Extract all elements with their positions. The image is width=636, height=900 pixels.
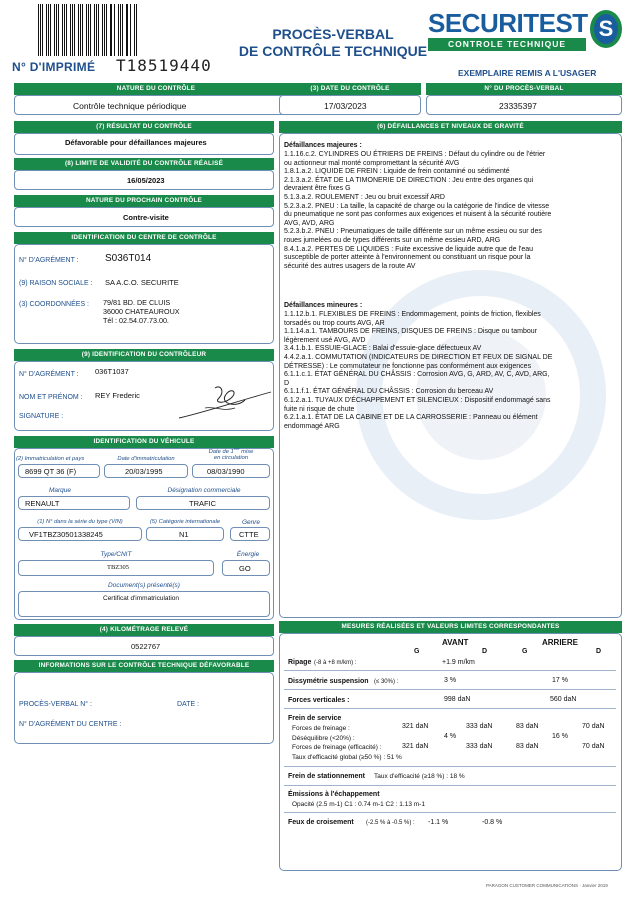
taux-global: Taux d'efficacité global (≥50 %) : 51 %: [292, 754, 402, 761]
desequilibre-avant: 4 %: [444, 733, 457, 740]
designation-box: [136, 496, 270, 510]
info-agrement-label: N° D'AGRÉMENT DU CENTRE :: [19, 721, 122, 728]
centre-panel: [14, 244, 274, 344]
energie-box: [222, 560, 270, 576]
limite-box: [14, 170, 274, 190]
immat-box: [18, 464, 100, 478]
dissymetrie-arriere: 17 %: [552, 677, 568, 684]
barcode-bar: [86, 4, 87, 56]
frein-service-label: Frein de service: [288, 715, 342, 722]
barcode-bar: [66, 4, 67, 56]
genre-label: Genre: [241, 519, 261, 526]
stationnement-value: Taux d'efficacité (≥18 %) : 18 %: [374, 773, 465, 780]
coordonnees-label: (3) COORDONNÉES :: [19, 301, 90, 308]
divider: [284, 689, 616, 690]
premiere-circulation-value: 08/03/1990: [207, 467, 245, 476]
defect-line: 6.2.1.a.1. ÉTAT DE LA CABINE ET DE LA CARROSSERIE : Panneau ou élément: [284, 414, 538, 422]
divider: [284, 708, 616, 709]
categorie-label: (5) Catégorie internationale: [149, 519, 221, 525]
nom-prenom-label: NOM ET PRÉNOM :: [19, 394, 83, 401]
kilometrage-box: [14, 636, 274, 656]
barcode-bar: [54, 4, 55, 56]
date-immat-value: 20/03/1995: [125, 467, 163, 476]
coordonnees-value: [103, 298, 180, 325]
raison-sociale-value: SA A.C.O. SECURITE: [105, 278, 179, 287]
title-line-2: DE CONTRÔLE TECHNIQUE: [238, 43, 428, 59]
premiere-label-part-a: Date de 1: [208, 448, 234, 455]
exemplaire-label: EXEMPLAIRE REMIS A L'USAGER: [458, 68, 597, 78]
ff-avant-d: 333 daN: [466, 723, 493, 730]
divider: [284, 766, 616, 767]
ffe-arriere-d: 70 daN: [582, 743, 605, 750]
barcode-bar: [46, 4, 47, 56]
logo-sub-text: CONTROLE TECHNIQUE: [428, 38, 586, 51]
resultat-header: (7) RÉSULTAT DU CONTRÔLE: [14, 121, 274, 133]
date-immat-label: Date d'immatriculation: [117, 456, 175, 462]
centre-agrement-value: S036T014: [105, 253, 152, 264]
designation-value: TRAFIC: [189, 499, 217, 508]
forces-verticales-arriere: 560 daN: [550, 696, 577, 703]
dissymetrie-limit: (≤ 30%) :: [374, 679, 399, 685]
centre-header: IDENTIFICATION DU CENTRE DE CONTRÔLE: [14, 232, 274, 244]
barcode-bar: [114, 4, 115, 56]
signature-label: SIGNATURE :: [19, 413, 64, 420]
premiere-circulation-label: [190, 446, 272, 462]
categorie-value: N1: [179, 530, 189, 539]
prochain-box: [14, 207, 274, 227]
vin-box: [18, 527, 142, 541]
arriere-d-label: D: [596, 648, 602, 655]
signature-image: [175, 378, 275, 424]
defect-line: 6.1.1.c.1. ÉTAT GÉNÉRAL DU CHÂSSIS : Corrosion AVG, G, ARD, AV, C, AVD, ARG,: [284, 371, 550, 379]
defect-line: D: [284, 379, 290, 387]
nom-prenom-value: REY Frederic: [95, 391, 140, 400]
barcode-bar: [50, 4, 51, 56]
defect-line: 4.4.2.a.1. COMMUTATION (INDICATEURS DE DIRECTION ET FEUX DE SIGNAL DE: [284, 353, 553, 361]
imprime-label: N° D'IMPRIMÉ: [12, 60, 96, 74]
ffe-label: Forces de freinage (efficacité) :: [292, 744, 382, 751]
premiere-label-sup: ère: [233, 446, 240, 451]
defect-line: légèrement usé AVG, AVD: [284, 336, 366, 344]
controleur-header: (9) IDENTIFICATION DU CONTRÔLEUR: [14, 349, 274, 361]
avant-label: AVANT: [442, 638, 469, 647]
info-date-label: DATE :: [177, 701, 200, 708]
ripage-limit: (-8 à +8 m/km) :: [314, 660, 357, 666]
torn-corner: [0, 746, 270, 900]
defect-line: 5.1.3.a.2. ROULEMENT : Jeu ou bruit excessif ARD: [284, 193, 445, 201]
croisement-d: -0.8 %: [482, 819, 503, 826]
limite-header: (8) LIMITE DE VALIDITÉ DU CONTRÔLE RÉALISÉ: [14, 158, 274, 170]
marque-value: RENAULT: [25, 499, 60, 508]
genre-value: CTTE: [239, 530, 259, 539]
defaillances-header: (6) DÉFAILLANCES ET NIVEAUX DE GRAVITÉ: [279, 121, 622, 133]
logo-main-text: SECURITEST: [428, 8, 588, 38]
energie-label: Énergie: [236, 551, 260, 558]
coord-line-2: 36000 CHATEAUROUX: [103, 307, 180, 316]
desequilibre-arriere: 16 %: [552, 733, 568, 740]
defect-line: torsadés ou trop courts AVG, AR: [284, 319, 385, 327]
nature-controle-box: [14, 95, 298, 115]
controleur-panel: [14, 361, 274, 431]
defect-line: 1.1.14.a.1. TAMBOURS DE FREINS, DISQUES DE FREINS : Disque ou tambour: [284, 328, 537, 336]
date-controle-box: [279, 95, 421, 115]
defect-line: 1.8.1.a.2. LIQUIDE DE FREIN : Liquide de frein contaminé ou sédimenté: [284, 168, 510, 176]
defect-line: 6.1.2.a.1. TUYAUX D'ÉCHAPPEMENT ET SILENCIEUX : Dispositif endommagé sans: [284, 396, 551, 404]
croisement-label: Feux de croisement: [288, 819, 354, 826]
defect-line: AVG, AVD, ARG: [284, 219, 335, 227]
divider: [284, 812, 616, 813]
dissymetrie-avant: 3 %: [444, 677, 457, 684]
designation-label: Désignation commerciale: [167, 487, 241, 494]
ffe-avant-g: 321 daN: [402, 743, 429, 750]
kilometrage-header: (4) KILOMÉTRAGE RELEVÉ: [14, 624, 274, 636]
barcode-bar: [78, 4, 79, 56]
documents-value: Certificat d'immatriculation: [103, 595, 180, 602]
info-pv-label: PROCÈS-VERBAL N° :: [19, 701, 92, 708]
barcode-bar: [90, 4, 91, 56]
documents-box: [18, 591, 270, 617]
stationnement-label: Frein de stationnement: [288, 773, 366, 780]
defect-line: devraient être fixes G: [284, 185, 351, 193]
dissymetrie-label: Dissymétrie suspension: [288, 678, 369, 685]
forces-freinage-label: Forces de freinage :: [292, 725, 350, 732]
defect-line: du pneumatique ne sont pas conformes aux exigences et nuisent à la sécurité routière: [284, 211, 552, 219]
defect-line: susceptible de porter atteinte à l'environnement ou constituant un risque pour la: [284, 254, 531, 262]
barcode-bar: [38, 4, 39, 56]
majeures-title: Défaillances majeures :: [284, 142, 362, 149]
imprime-number: T18519440: [116, 56, 212, 75]
type-box: [18, 560, 214, 576]
forces-verticales-avant: 998 daN: [444, 696, 471, 703]
forces-verticales-label: Forces verticales :: [288, 697, 350, 704]
premiere-label-part-b: mise: [239, 448, 254, 455]
controleur-agrement-value: 036T1037: [95, 367, 129, 376]
documents-label: Document(s) présenté(s): [108, 582, 180, 589]
ff-arriere-d: 70 daN: [582, 723, 605, 730]
date-controle-header: (3) DATE DU CONTRÔLE: [279, 83, 421, 95]
proces-verbal-value: 23335397: [499, 101, 537, 111]
vin-value: VF1TBZ30501338245: [29, 530, 103, 539]
marque-box: [18, 496, 130, 510]
nature-controle-header: NATURE DU CONTRÔLE: [14, 83, 298, 95]
page-title: [238, 26, 428, 60]
opacite-value: Opacité (2.5 m-1) C1 : 0.74 m-1 C2 : 1.13 m-1: [292, 801, 425, 808]
ripage-label: Ripage: [288, 659, 312, 666]
avant-g-label: G: [414, 648, 420, 655]
vehicule-header: IDENTIFICATION DU VÉHICULE: [14, 436, 274, 448]
defect-line: fuite ni risque de chute: [284, 405, 355, 413]
croisement-limit: (-2.5 % à -0.5 %) :: [366, 820, 415, 826]
barcode-bar: [134, 4, 135, 56]
informations-panel: [14, 672, 274, 744]
defect-line: 2.1.3.a.2. ÉTAT DE LA TIMONERIE DE DIRECTION : Jeu entre des organes qui: [284, 176, 534, 184]
barcode-bar: [127, 4, 128, 56]
barcode-bar: [58, 4, 59, 56]
coord-line-3: Tél : 02.54.07.73.00.: [103, 316, 169, 325]
prochain-value: Contre-visite: [123, 213, 169, 222]
ripage-value: +1.9 m/km: [442, 659, 475, 666]
coord-line-1: 79/81 BD. DE CLUIS: [103, 298, 171, 307]
ff-arriere-g: 83 daN: [516, 723, 539, 730]
kilometrage-value: 0522767: [131, 642, 161, 651]
proces-verbal-box: [426, 95, 622, 115]
defect-line: 1.1.12.b.1. FLEXIBLES DE FREINS : Endommagement, points de friction, flexibles: [284, 311, 541, 318]
defect-line: 1.1.16.c.2. CYLINDRES OU ÉTRIERS DE FREINS : Défaut du cylindre ou de l'étrier: [284, 151, 546, 158]
controleur-agrement-label: N° D'AGRÉMENT :: [19, 371, 79, 378]
defect-line: 5.2.3.a.2. PNEU : La taille, la capacité de charge ou la catégorie de l'indice de vitesse: [284, 202, 550, 210]
ff-avant-g: 321 daN: [402, 723, 429, 730]
divider: [284, 785, 616, 786]
croisement-g: -1.1 %: [428, 819, 449, 826]
type-label: Type/CNIT: [100, 551, 132, 558]
prochain-header: NATURE DU PROCHAIN CONTRÔLE: [14, 195, 274, 207]
immat-value: 8699 QT 36 (F): [25, 467, 77, 476]
footer-note: PARAGON CUSTOMER COMMUNICATIONS · Janvier 2019: [486, 883, 608, 888]
defect-line: DÉTRESSE) : Le commutateur ne fonctionne pas conformément aux exigences: [284, 362, 532, 370]
barcode-bar: [98, 4, 99, 56]
mineures-title: Défaillances mineures :: [284, 302, 363, 309]
desequilibre-label: Déséquilibre (<20%) :: [292, 735, 355, 742]
resultat-box: [14, 133, 274, 155]
defect-line: 5.2.3.b.2. PNEU : Pneumatiques de taille différente sur un même essieu ou sur des: [284, 228, 542, 236]
defect-line: 8.4.1.a.2. PERTES DE LIQUIDES : Fuite excessive de liquide autre que de l'eau: [284, 245, 534, 253]
ffe-avant-d: 333 daN: [466, 743, 493, 750]
vin-label: (1) N° dans la série du type (VIN): [37, 519, 123, 525]
barcode-bar: [122, 4, 123, 56]
logo-symbol-icon: S: [590, 10, 622, 48]
raison-sociale-label: (9) RAISON SOCIALE :: [19, 280, 93, 287]
title-line-1: PROCÈS-VERBAL: [272, 26, 394, 42]
defect-line: 3.4.1.b.1. ESSUIE-GLACE : Balai d'essuie-glace défectueux AV: [284, 345, 482, 353]
majeures-list: [284, 151, 614, 271]
premiere-circulation-box: [192, 464, 270, 478]
mesures-header: MESURES RÉALISÉES ET VALEURS LIMITES CORRESPONDANTES: [279, 621, 622, 633]
immat-label: (2) Immatriculation et pays: [16, 456, 85, 462]
securitest-logo: [428, 8, 624, 52]
centre-agrement-label: N° D'AGRÉMENT :: [19, 257, 79, 264]
informations-header: INFORMATIONS SUR LE CONTRÔLE TECHNIQUE DÉFAVORABLE: [14, 660, 274, 672]
limite-value: 16/05/2023: [127, 176, 165, 185]
categorie-box: [146, 527, 224, 541]
date-controle-value: 17/03/2023: [324, 101, 367, 111]
barcode-bar: [111, 4, 112, 56]
arriere-g-label: G: [522, 648, 528, 655]
barcode-bar: [74, 4, 75, 56]
defect-line: roues jumelées ou de types différents sur un même essieu ARD, ARG: [284, 236, 501, 244]
emissions-label: Émissions à l'échappement: [288, 791, 380, 798]
barcode: [38, 4, 138, 56]
divider: [284, 670, 616, 671]
defect-line: 6.1.1.f.1. ÉTAT GÉNÉRAL DU CHÂSSIS : Corrosion du berceau AV: [284, 388, 494, 396]
date-immat-box: [104, 464, 188, 478]
barcode-bar: [94, 4, 95, 56]
marque-label: Marque: [48, 487, 72, 494]
resultat-value: Défavorable pour défaillances majeures: [65, 138, 207, 147]
defect-line: endommagé ARG: [284, 422, 340, 430]
barcode-bar: [104, 4, 105, 56]
type-value: TBZ305: [107, 564, 130, 571]
mineures-list: [284, 311, 614, 431]
defect-line: ou actionneur mal monté compromettant la sécurité AVG: [284, 159, 460, 167]
ffe-arriere-g: 83 daN: [516, 743, 539, 750]
avant-d-label: D: [482, 648, 488, 655]
genre-box: [230, 527, 270, 541]
energie-value: GO: [239, 564, 251, 573]
mesures-panel: [279, 633, 622, 871]
defect-line: sécurité des autres usagers de la route AV: [284, 262, 416, 270]
arriere-label: ARRIERE: [542, 638, 579, 647]
nature-controle-value: Contrôle technique périodique: [73, 101, 187, 111]
premiere-label-part-c: en circulation: [213, 455, 249, 462]
proces-verbal-header: N° DU PROCÈS-VERBAL: [426, 83, 622, 95]
